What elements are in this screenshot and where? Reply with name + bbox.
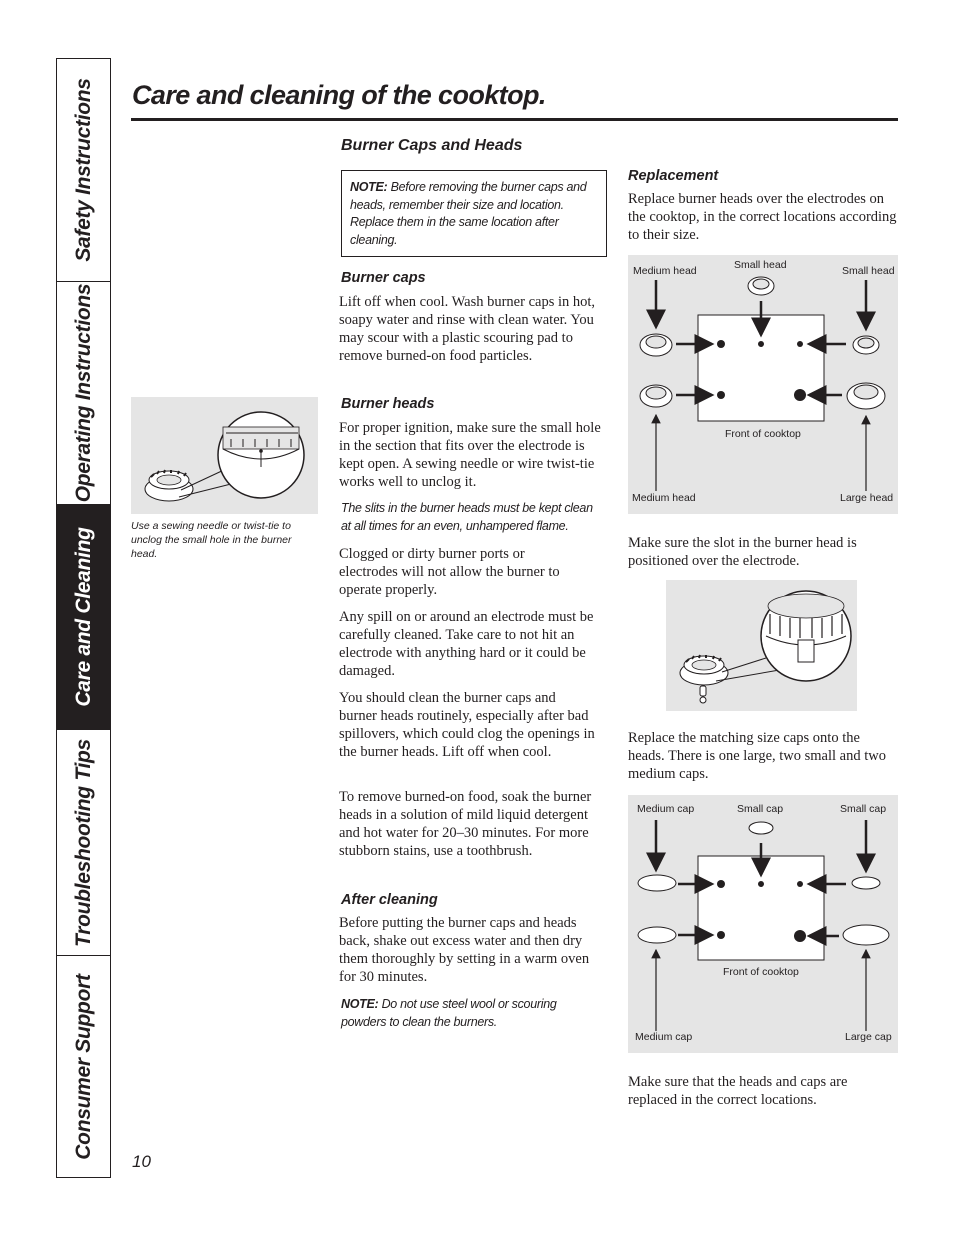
- burner-caps-diagram: [628, 795, 898, 1053]
- note-box: [341, 170, 607, 257]
- label-large-cap: Large cap: [845, 1031, 892, 1043]
- slot-illustration: [666, 580, 857, 711]
- soak-text: To remove burned-on food, soak the burner heads in a solution of mild liquid detergent and hot water for 20–30 minutes. For more stubborn stains, use a toothbrush.: [339, 789, 592, 859]
- tab-label: Operating Instructions: [71, 283, 95, 503]
- page-number: 10: [132, 1152, 151, 1171]
- label-medium-head-top: Medium head: [633, 265, 697, 277]
- burner-caps-text: Lift off when cool. Wash burner caps in hot, soapy water and rinse with clean water. You may scour with a plastic scouring pad to remove burned-on food particles.: [339, 294, 596, 364]
- side-tabs: [56, 58, 111, 1178]
- tab-label: Care and Cleaning: [71, 527, 95, 707]
- spill-text: Any spill on or around an electrode must be carefully cleaned. Take care to not hit an electrode with anything hard or it could be damaged.: [339, 609, 594, 679]
- burner-heads-heading: Burner heads: [341, 396, 435, 412]
- needle-illustration: [131, 397, 318, 514]
- tab-troubleshooting-tips[interactable]: [57, 730, 110, 956]
- tab-consumer-support[interactable]: [57, 956, 110, 1177]
- burner-caps-heading: Burner caps: [341, 270, 426, 286]
- tab-label: Consumer Support: [71, 973, 95, 1160]
- final-text: Make sure that the heads and caps are replaced in the correct locations.: [628, 1074, 848, 1108]
- page-title: Care and cleaning of the cooktop.: [132, 80, 546, 110]
- note-label: NOTE:: [341, 997, 379, 1011]
- tab-safety-instructions[interactable]: [57, 59, 110, 282]
- label-front-of-cooktop: Front of cooktop: [723, 966, 799, 978]
- label-large-head: Large head: [840, 492, 894, 504]
- note-label: NOTE:: [350, 180, 388, 194]
- after-cleaning-text: Before putting the burner caps and heads back, shake out excess water and then dry them thoroughly by setting in a warm oven for 30 minutes.: [339, 915, 590, 985]
- label-small-cap-center: Small cap: [737, 803, 784, 815]
- replacement-heading: Replacement: [628, 168, 719, 184]
- needle-caption: Use a sewing needle or twist-tie to unclog the small hole in the burner head.: [131, 520, 292, 560]
- label-medium-cap-bottom: Medium cap: [635, 1031, 693, 1043]
- replacement-text: Replace burner heads over the electrodes on the cooktop, in the correct locations according to their size.: [628, 191, 897, 243]
- cooktop-caps-layout-icon: [628, 795, 898, 1053]
- cooktop-heads-layout-icon: [628, 255, 898, 514]
- after-cleaning-note: [341, 996, 581, 1031]
- slot-text: Make sure the slot in the burner head is positioned over the electrode.: [628, 535, 857, 569]
- section-heading: Burner Caps and Heads: [341, 137, 523, 154]
- title-rule: [131, 118, 898, 121]
- burner-heads-diagram: [628, 255, 898, 514]
- note-text: Do not use steel wool or scouring powders to clean the burners.: [341, 997, 557, 1029]
- note-text: Before removing the burner caps and heads, remember their size and location. Replace them in the same location after cleaning.: [350, 180, 587, 247]
- tab-care-and-cleaning[interactable]: [57, 505, 110, 730]
- caps-text: Replace the matching size caps onto the heads. There is one large, two small and two medium caps.: [628, 730, 886, 782]
- label-medium-head-bottom: Medium head: [632, 492, 696, 504]
- after-cleaning-heading: After cleaning: [341, 892, 438, 908]
- burner-heads-text: For proper ignition, make sure the small hole in the section that fits over the electrode is kept open. A sewing needle or wire twist-tie works well to unclog it.: [339, 420, 601, 490]
- burner-head-needle-icon: [131, 397, 318, 514]
- clogged-text: Clogged or dirty burner ports or electrodes will not allow the burner to operate properly.: [339, 546, 560, 598]
- tab-operating-instructions[interactable]: [57, 282, 110, 505]
- label-small-cap-right: Small cap: [840, 803, 887, 815]
- label-small-head-right: Small head: [842, 265, 895, 277]
- label-front-of-cooktop: Front of cooktop: [725, 428, 801, 440]
- label-small-head-center: Small head: [734, 259, 787, 271]
- burner-slot-electrode-icon: [666, 580, 857, 711]
- tab-label: Safety Instructions: [71, 78, 95, 262]
- label-medium-cap-top: Medium cap: [637, 803, 695, 815]
- tab-label: Troubleshooting Tips: [71, 738, 95, 947]
- burner-heads-italic-note: The slits in the burner heads must be kept clean at all times for an even, unhampered flame.: [341, 501, 593, 533]
- routine-cleaning-text: You should clean the burner caps and burner heads routinely, especially after bad spillovers, which could clog the openings in the burner heads. Lift off when cool.: [339, 690, 595, 760]
